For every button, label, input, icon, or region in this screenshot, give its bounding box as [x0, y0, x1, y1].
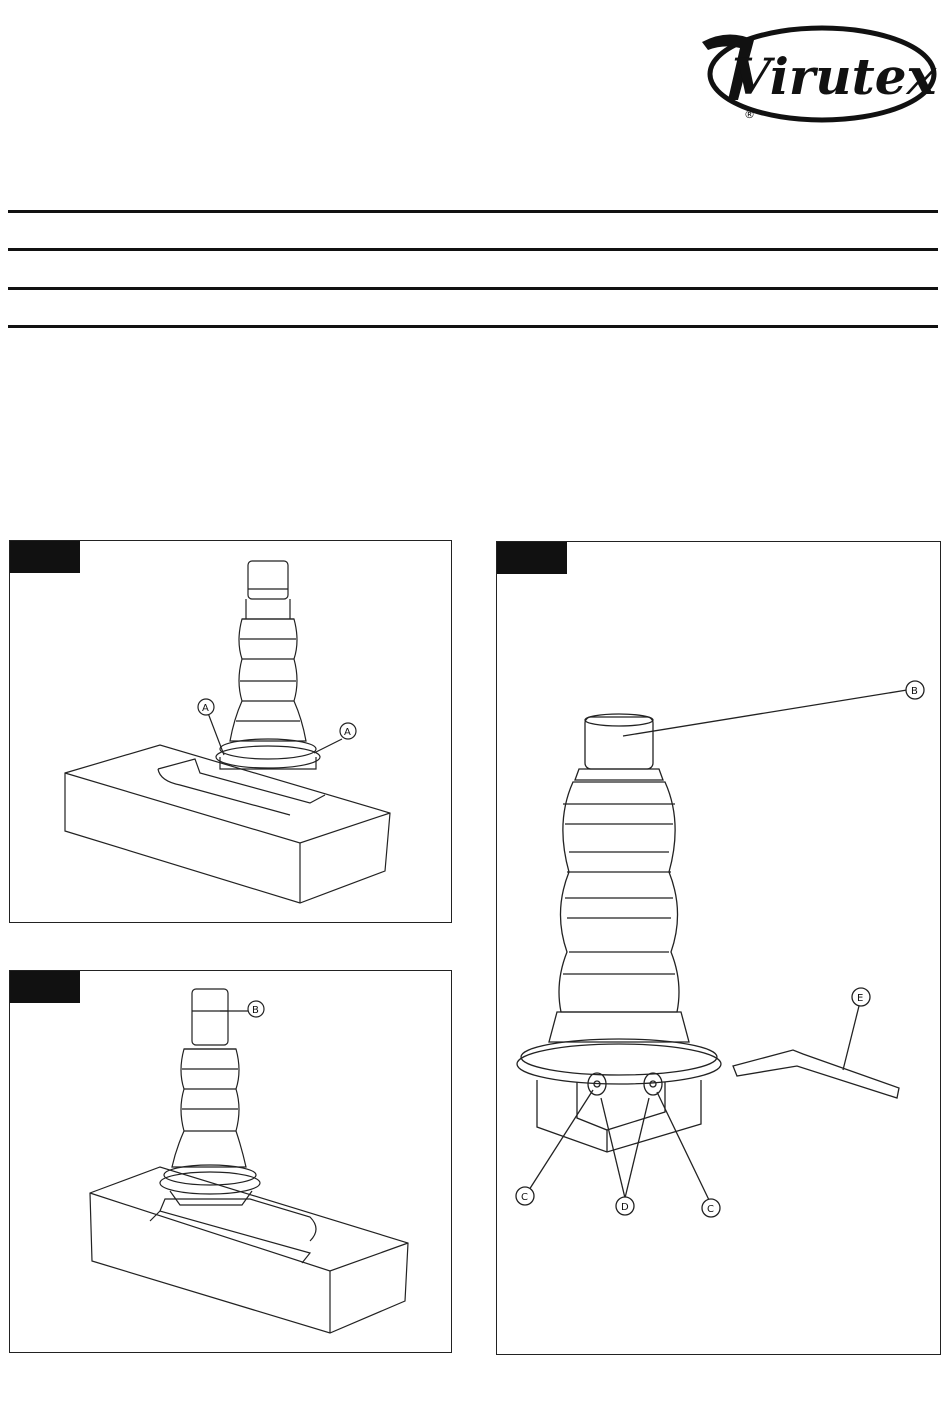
- figure-3-panel: [496, 541, 941, 1355]
- figure-3-callout-b: B: [911, 686, 918, 697]
- figure-2-callout-b: B: [252, 1005, 259, 1016]
- header-rule-2: [8, 248, 938, 251]
- figure-1-panel: [9, 540, 452, 923]
- figure-1-callout-a-left: A: [202, 703, 209, 714]
- logo-registered-mark: ®: [744, 108, 755, 121]
- figure-3-callout-c-left: C: [521, 1192, 528, 1203]
- figure-2-panel: [9, 970, 452, 1353]
- figure-1-callout-a-right: A: [344, 727, 351, 738]
- virutex-logo: [694, 14, 940, 134]
- figure-3-callout-d: D: [621, 1202, 629, 1213]
- figure-3-callout-e: E: [857, 993, 864, 1004]
- header-rule-4: [8, 325, 938, 328]
- figure-2-drawing: [10, 971, 453, 1354]
- logo-wordmark: Virutex: [732, 47, 937, 106]
- figure-3-callout-c-right: C: [707, 1204, 714, 1215]
- figure-1-drawing: [10, 541, 453, 924]
- header-rule-1: [8, 210, 938, 213]
- header-rule-3: [8, 287, 938, 290]
- figure-3-drawing: [497, 542, 942, 1356]
